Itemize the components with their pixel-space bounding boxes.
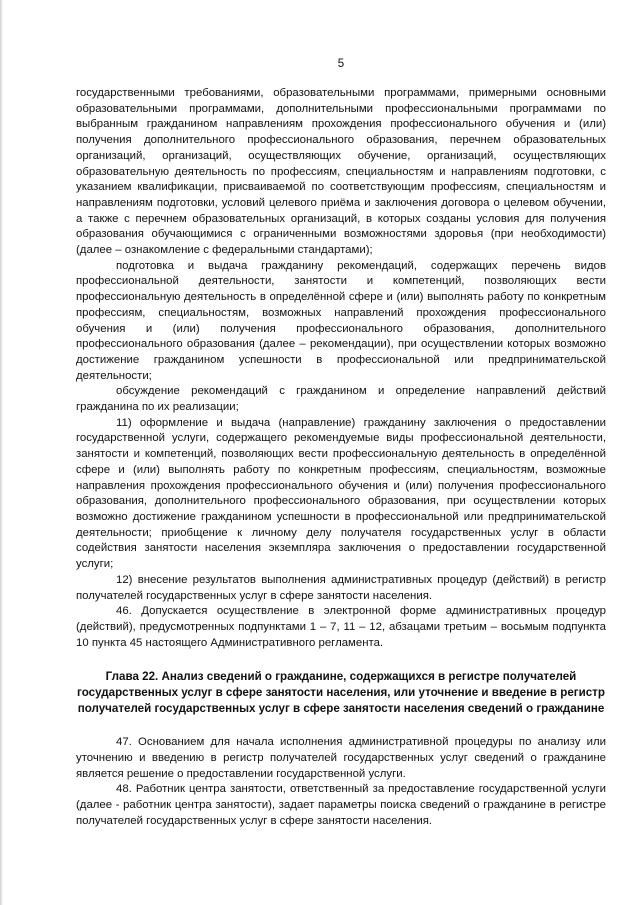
scan-edge [0, 0, 3, 905]
paragraph: 47. Основанием для начала исполнения административной процедуры по анализу или уточнению и введению в регистр получателей государственных услуг сведений о гражданине является решение о предоставлении государственной услуги. [76, 736, 606, 780]
paragraph: подготовка и выдача гражданину рекомендаций, содержащих перечень видов профессиональной деятельности, занятости и компетенций, позволяющих вести профессиональную деятельность в определённой сфере и (или) выполнять работу по конкретным профессиям, специальностям, возможных направлений прохождения профессионального обучения и (или) получения профессионального образования, дополнительного профессионального образования (далее – рекомендации), при осуществлении которых возможно достижение гражданином успешности в профессиональной или предпринимательской деятельности; [76, 259, 606, 382]
chapter-heading: Глава 22. Анализ сведений о гражданине, содержащихся в регистре получателей государственных услуг в сфере занятости населения, или уточнение и введение в регистр получателей государственных услуг в сфере занятости населения сведений о гражданине [77, 670, 605, 716]
paragraph: обсуждение рекомендаций с гражданином и определение направлений действий гражданина по их реализации; [76, 385, 606, 414]
paragraph: 48. Работник центра занятости, ответственный за предоставление государственной услуги (далее - работник центра занятости), задает параметры поиска сведений о гражданине в регистре получателей государственных услуг в сфере занятости населения. [76, 783, 606, 827]
document-page [76, 58, 606, 830]
paragraph: 12) внесение результатов выполнения административных процедур (действий) в регистр получателей государственных услуг в сфере занятости населения. [76, 573, 606, 602]
paragraph: 11) оформление и выдача (направление) гражданину заключения о предоставлении государственной услуги, содержащего рекомендуемые виды профессиональной деятельности, занятости и компетенций, позволяющих вести профессиональную деятельность в определённой сфере и (или) выполнять работу по конкретным профессиям, специальностям, возможные направления прохождения профессионального обучения и (или) получения профессионального образования, дополнительного профессионального образования, при осуществлении которых возможно достижение гражданином успешности в профессиональной или предпринимательской деятельности; приобщение к личному делу получателя государственных услуг в области содействия занятости населения экземпляра заключения о предоставлении государственной услуги; [76, 416, 606, 571]
paragraph: государственными требованиями, образовательными программами, примерными основными образовательными программами, дополнительными профессиональными программами по выбранным гражданином направлениям прохождения профессионального обучения и (или) получения дополнительного профессионального образования, перечнем образовательных организаций, организаций, осуществляющих обучение, организаций, осуществляющих образовательную деятельность по профессиям, специальностям и направлениям подготовки, с указанием квалификации, присваиваемой по соответствующим профессиям, специальностям и направлениям подготовки, условий целевого приёма и заключения договора о целевом обучении, а также с перечнем образовательных организаций, в которых созданы условия для получения образования обучающимися с ограниченными возможностями здоровья (при необходимости) (далее – ознакомление с федеральными стандартами); [76, 87, 606, 257]
section-text [76, 735, 606, 829]
paragraph: 46. Допускается осуществление в электронной форме административных процедур (действий), предусмотренных подпунктами 1 – 7, 11 – 12, абзацами третьим – восьмым подпункта 10 пункта 45 настоящего Административного регламента. [76, 605, 606, 649]
body-text [76, 86, 606, 651]
page-number: 5 [337, 58, 345, 70]
